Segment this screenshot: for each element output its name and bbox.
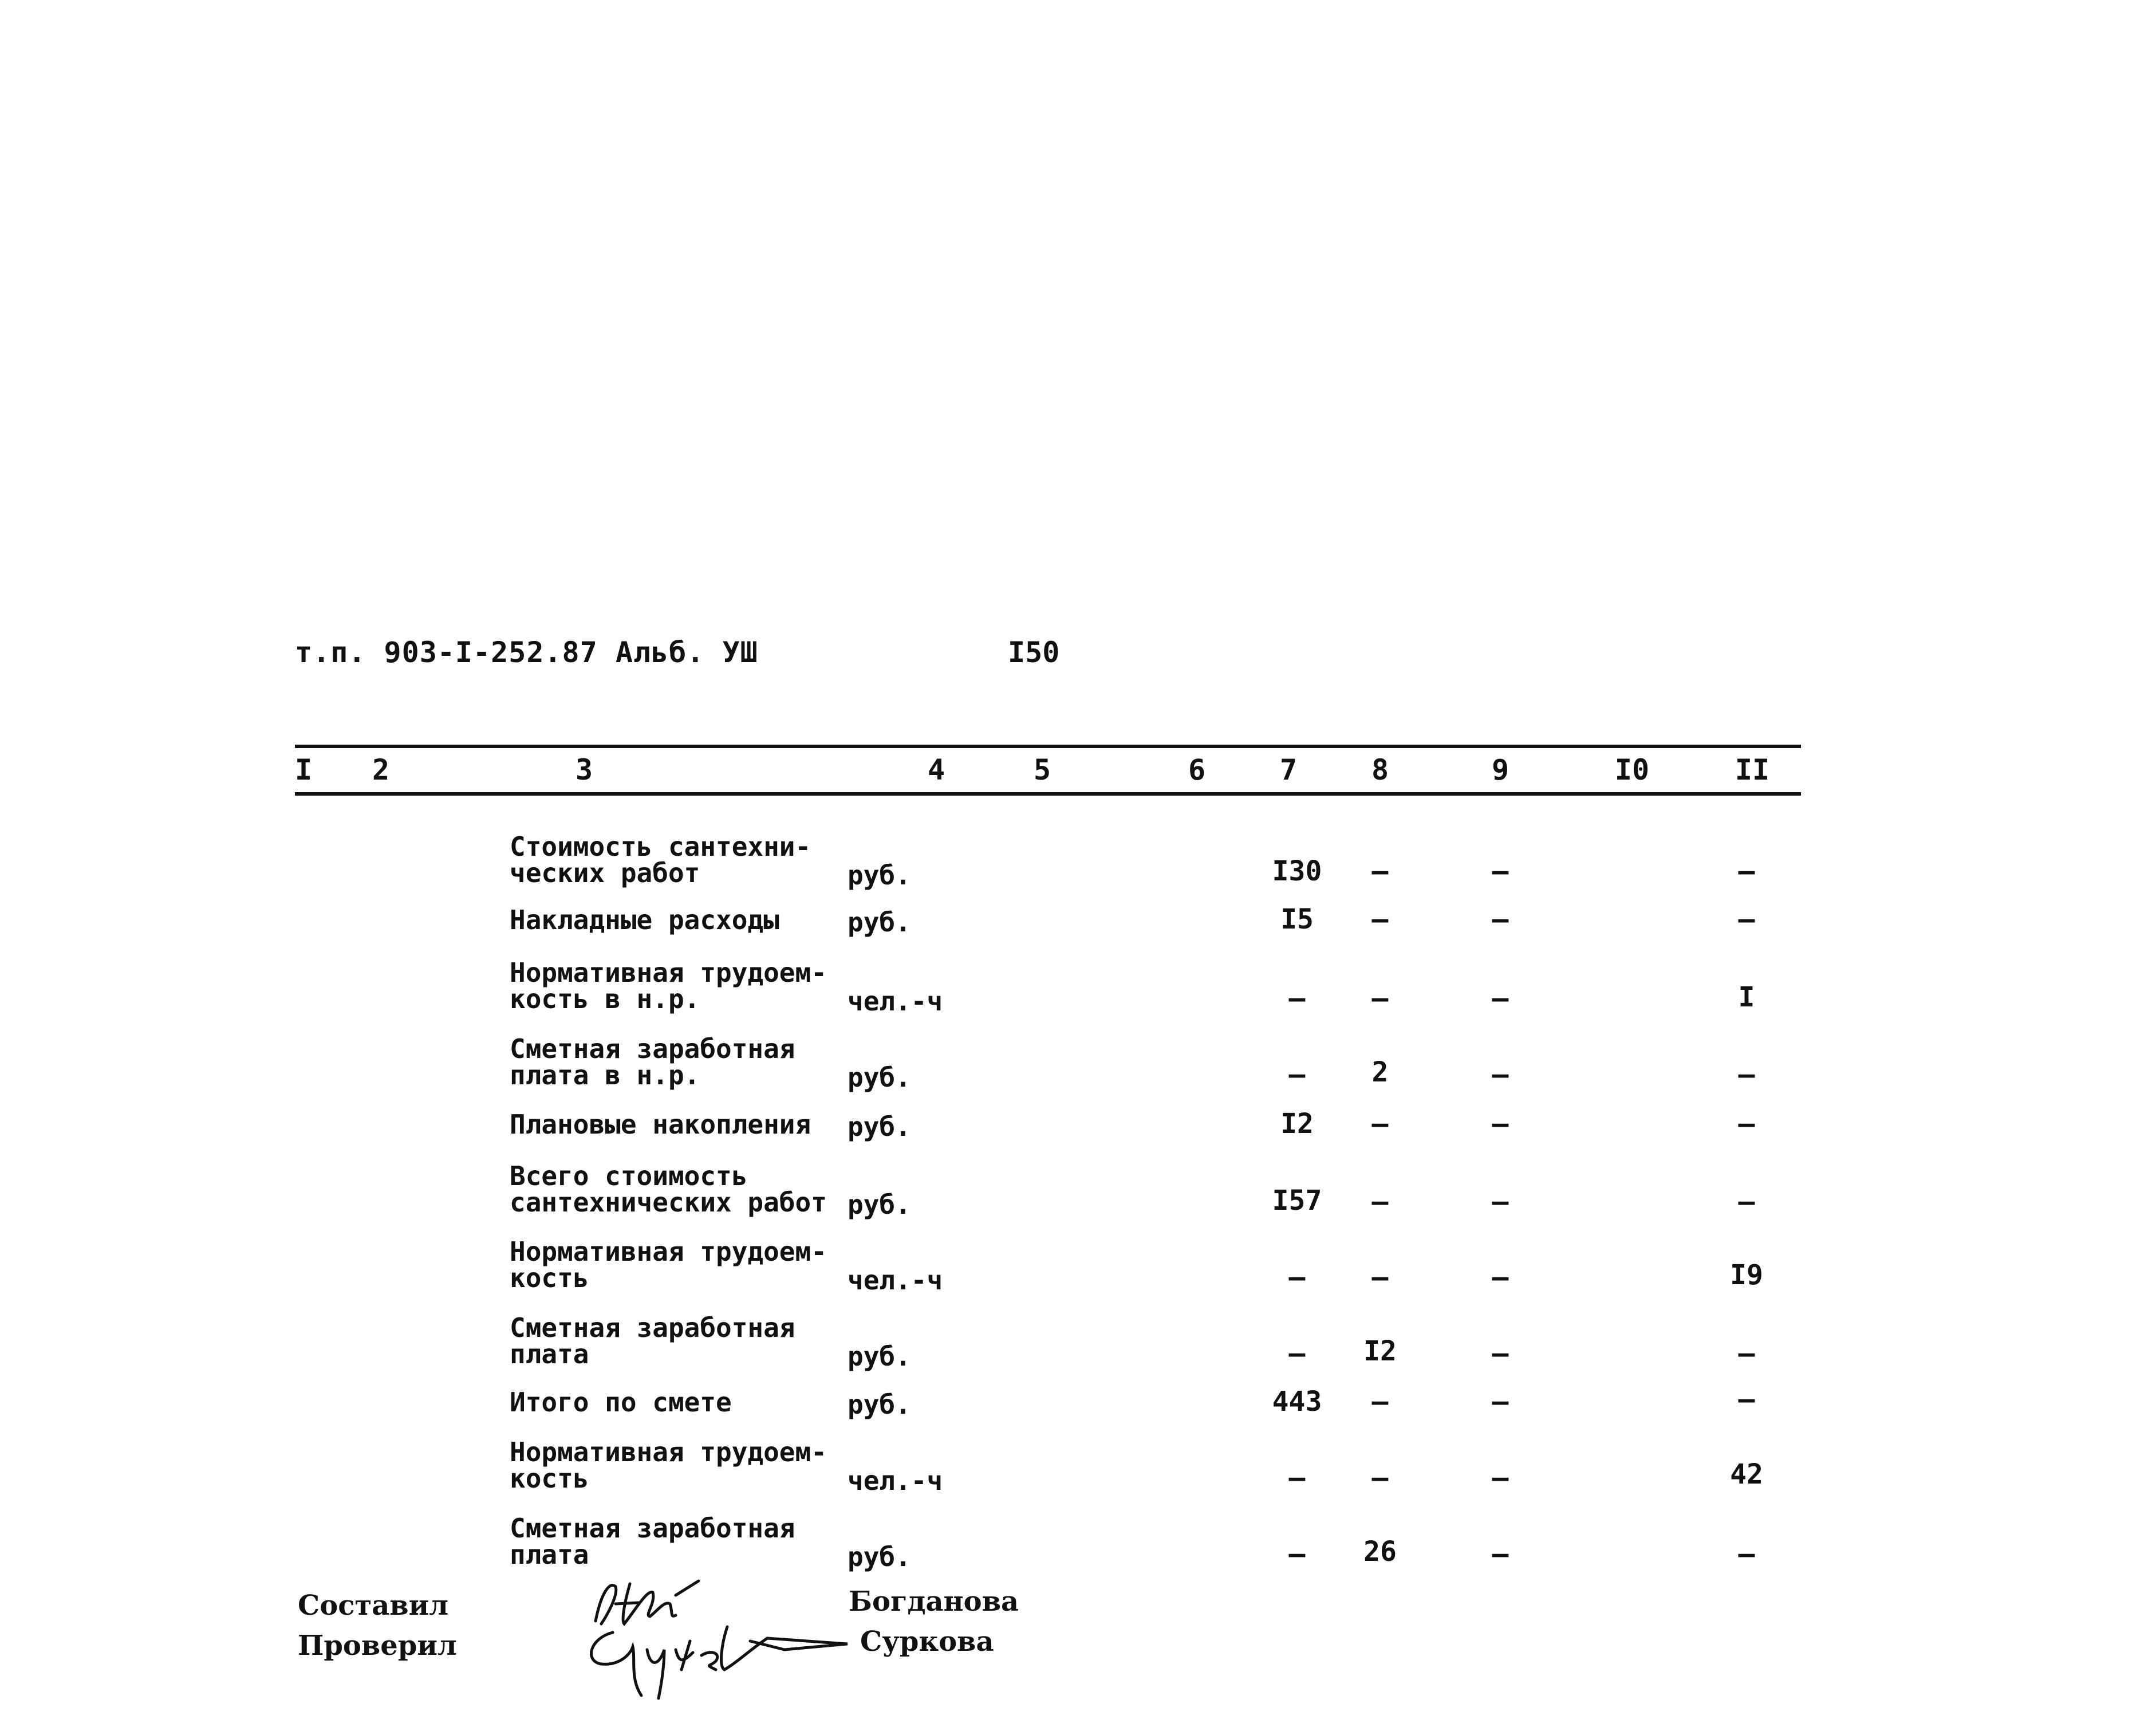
table-top-rule [295,745,1801,748]
row-col9: – [1492,1462,1509,1494]
column-number: 9 [1491,753,1509,786]
row-col7: – [1288,1538,1306,1570]
column-number: 3 [575,753,593,786]
row-label: Плановые накопления [510,1109,811,1140]
row-unit: руб. [848,907,911,938]
row-unit: руб. [848,860,911,891]
row-unit: руб. [848,1189,911,1220]
row-col8: – [1371,903,1389,935]
row-label: Нормативная трудоем- кость [510,1236,827,1293]
row-col11: I [1738,981,1755,1013]
row-unit: руб. [848,1111,911,1142]
row-label: Сметная заработная плата [510,1513,795,1570]
row-col7: I30 [1272,855,1322,887]
row-col8: – [1371,1261,1389,1293]
row-col11: – [1738,1538,1755,1570]
row-col8: 26 [1363,1536,1397,1568]
row-col8: – [1371,1386,1389,1418]
row-label: Итого по смете [510,1387,732,1418]
row-col9: – [1492,1261,1509,1293]
row-col11: – [1738,903,1755,935]
row-unit: руб. [848,1541,911,1572]
row-label: Всего стоимость сантехнических работ [510,1160,827,1218]
row-unit: руб. [848,1062,911,1093]
signature-checked-image [578,1615,865,1701]
row-col9: – [1492,1108,1509,1140]
row-col7: – [1288,982,1306,1014]
row-col11: – [1738,1108,1755,1140]
row-col8: – [1371,1108,1389,1140]
column-number: 2 [372,753,390,786]
compiled-by-name: Богданова [849,1586,1019,1618]
row-col8: – [1371,982,1389,1014]
column-number: 7 [1279,753,1298,786]
column-number: 4 [927,753,945,786]
row-col9: – [1492,1059,1509,1091]
row-col8: – [1371,855,1389,887]
row-col8: – [1371,1186,1389,1218]
row-col11: I9 [1730,1259,1763,1291]
row-col11: – [1738,1337,1755,1370]
page-number: I50 [1008,636,1060,669]
row-col11: – [1738,1383,1755,1415]
row-col9: – [1492,1538,1509,1570]
row-label: Стоимость сантехни- ческих работ [510,831,811,888]
row-unit: чел.-ч [848,1465,943,1496]
row-unit: руб. [848,1341,911,1372]
compiled-by-label: Составил [298,1590,449,1622]
column-number: 5 [1033,753,1051,786]
row-col11: 42 [1730,1458,1763,1490]
row-col9: – [1492,982,1509,1014]
row-col7: – [1288,1462,1306,1494]
row-col9: – [1492,1186,1509,1218]
column-number: 6 [1188,753,1206,786]
row-unit: чел.-ч [848,1265,943,1296]
row-col8: – [1371,1462,1389,1494]
table-header-rule [295,792,1801,796]
row-col8: 2 [1371,1056,1389,1088]
column-number: I0 [1614,753,1650,786]
checked-by-label: Проверил [298,1630,457,1662]
column-number: I [294,753,313,786]
row-col9: – [1492,1337,1509,1370]
row-col7: I5 [1280,903,1314,935]
row-label: Сметная заработная плата [510,1312,795,1370]
row-unit: чел.-ч [848,986,943,1017]
row-col7: – [1288,1337,1306,1370]
row-col9: – [1492,903,1509,935]
row-col7: – [1288,1261,1306,1293]
row-unit: руб. [848,1389,911,1420]
row-col7: – [1288,1059,1306,1091]
column-number: 8 [1371,753,1389,786]
row-label: Нормативная трудоем- кость [510,1437,827,1494]
row-col11: – [1738,1059,1755,1091]
row-col8: I2 [1363,1335,1397,1367]
row-label: Нормативная трудоем- кость в н.р. [510,957,827,1014]
row-col7: 443 [1272,1386,1322,1418]
row-col7: I57 [1272,1185,1322,1217]
column-number: II [1735,753,1770,786]
row-col11: – [1738,855,1755,887]
row-col9: – [1492,1386,1509,1418]
row-col7: I2 [1280,1108,1314,1140]
row-col11: – [1738,1186,1755,1218]
checked-by-name: Суркова [860,1626,994,1658]
row-label: Накладные расходы [510,904,779,935]
row-label: Сметная заработная плата в н.р. [510,1033,795,1091]
document-reference: т.п. 903-I-252.87 Альб. УШ [295,636,758,669]
row-col9: – [1492,855,1509,887]
